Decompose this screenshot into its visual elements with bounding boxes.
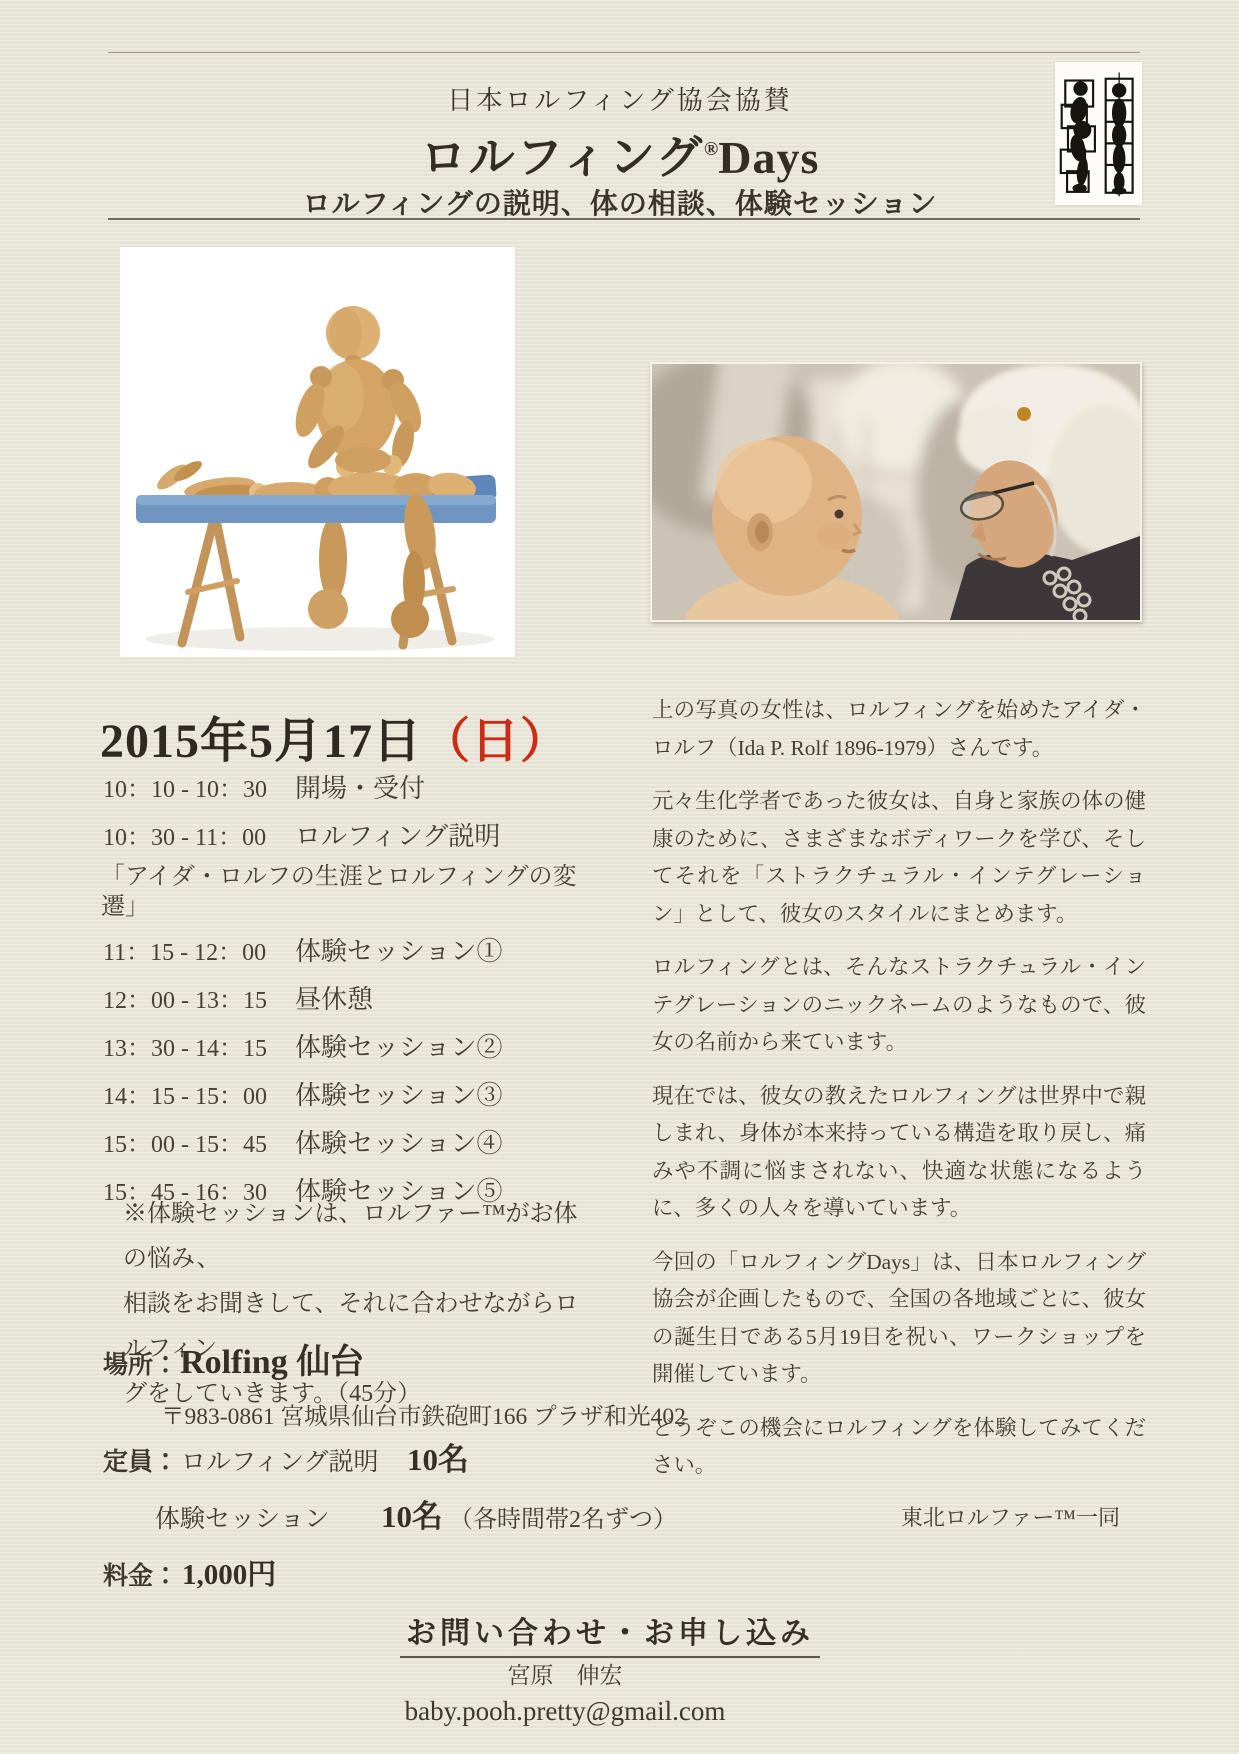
event-weekday: （日） bbox=[422, 715, 570, 768]
schedule-activity: 昼休憩 bbox=[295, 985, 374, 1014]
schedule-time: 14：15 - 15：00 bbox=[103, 1084, 267, 1110]
fee-label: 料金： bbox=[103, 1562, 179, 1590]
event-date: 2015年5月17日 bbox=[100, 715, 423, 768]
venue-section bbox=[103, 1334, 686, 1431]
signature: 東北ロルファー™一同 bbox=[900, 1504, 1120, 1530]
schedule-time: 13：30 - 14：15 bbox=[103, 1036, 267, 1062]
schedule-time: 11：15 - 12：00 bbox=[103, 940, 267, 966]
footnote-line: 相談をお聞きして、それに合わせながらロルフィン bbox=[123, 1291, 579, 1362]
event-date-line bbox=[100, 702, 570, 771]
schedule-activity: 体験セッション④ bbox=[295, 1129, 503, 1158]
fee-section bbox=[103, 1552, 276, 1593]
schedule-line bbox=[103, 1079, 583, 1114]
footnote-line: ※体験セッションは、ロルファー™がお体の悩み、 bbox=[123, 1201, 578, 1272]
schedule-activity: ロルフィング説明 bbox=[295, 822, 501, 851]
registered-mark: ® bbox=[704, 139, 719, 160]
footnote-line: グをしていきます。（45分） bbox=[123, 1381, 422, 1407]
about-paragraph: ロルフィングとは、そんなストラクチュラル・インテグレーションのニックネームのようなもので、彼女の名前から来ています。 bbox=[652, 955, 1146, 1054]
schedule-line bbox=[103, 1127, 583, 1162]
venue-name: Rolfing 仙台 bbox=[180, 1344, 365, 1381]
schedule-line bbox=[103, 983, 583, 1018]
about-column bbox=[652, 692, 1146, 1532]
capacity-row bbox=[103, 1497, 677, 1540]
schedule-item bbox=[103, 1031, 583, 1066]
top-divider bbox=[108, 52, 1140, 53]
schedule-item bbox=[103, 820, 583, 922]
contact-person: 宮原 伸宏 bbox=[507, 1663, 623, 1688]
schedule-activity: 体験セッション⑤ bbox=[295, 1177, 503, 1206]
fee-value: 1,000円 bbox=[182, 1559, 277, 1591]
header-divider bbox=[108, 218, 1140, 220]
supporter-line: 日本ロルフィング協会協賛 bbox=[447, 86, 793, 115]
about-paragraphs bbox=[652, 692, 1146, 1485]
schedule-item bbox=[103, 772, 583, 807]
about-paragraph: 元々生化学者であった彼女は、自身と家族の体の健康のために、さまざまなボディワークを学び、そしてそれを「ストラクチュラル・インテグレーション」として、彼女のスタイルにまとめます。 bbox=[652, 789, 1146, 926]
title-main: ロルフィング bbox=[420, 132, 705, 183]
contact-details bbox=[0, 1660, 1130, 1730]
schedule-activity: 体験セッション① bbox=[295, 937, 503, 966]
capacity-count: 10名 bbox=[407, 1442, 469, 1477]
about-paragraph: 上の写真の女性は、ロルフィングを始めたアイダ・ロルフ（Ida P. Rolf 1896-1979）さんです。 bbox=[652, 698, 1146, 760]
title-en: Days bbox=[718, 132, 820, 183]
about-paragraph: どうぞこの機会にロルフィングを体験してみてください。 bbox=[652, 1415, 1146, 1477]
schedule-item bbox=[103, 983, 583, 1018]
venue-address: 〒983-0861 宮城県仙台市鉄砲町166 プラザ和光402 bbox=[161, 1404, 686, 1430]
schedule-line bbox=[103, 820, 583, 855]
contact-section bbox=[0, 1608, 1220, 1658]
capacity-section bbox=[103, 1440, 677, 1540]
mannequin-massage-photo bbox=[120, 247, 515, 657]
about-paragraph: 今回の「ロルフィングDays」は、日本ロルフィング協会が企画したもので、全国の各地域ごとに、彼女の誕生日である5月19日を祝い、ワークショップを開催しています。 bbox=[652, 1249, 1146, 1386]
schedule-activity: 体験セッション② bbox=[295, 1033, 503, 1062]
schedule-line bbox=[103, 935, 583, 970]
schedule-item bbox=[103, 1079, 583, 1114]
schedule-time: 10：10 - 10：30 bbox=[103, 777, 267, 803]
capacity-item: ロルフィング説明 bbox=[181, 1449, 379, 1476]
flyer-header bbox=[100, 84, 1140, 222]
schedule-line bbox=[103, 1031, 583, 1066]
page-title bbox=[100, 122, 1140, 186]
capacity-count: 10名 bbox=[381, 1499, 443, 1534]
schedule-time: 15：00 - 15：45 bbox=[103, 1132, 267, 1158]
schedule-line bbox=[103, 772, 583, 807]
schedule-time: 15：45 - 16：30 bbox=[103, 1180, 267, 1206]
schedule-subtitle-note: 「アイダ・ロルフの生涯とロルフィングの変遷」 bbox=[101, 864, 577, 920]
contact-email: baby.pooh.pretty@gmail.com bbox=[404, 1696, 726, 1726]
schedule-time: 10：30 - 11：00 bbox=[103, 825, 267, 851]
about-paragraph: 現在では、彼女の教えたロルフィングは世界中で親しまれ、身体が本来持っている構造を取り戻し、痛みや不調に悩まされない、快適な状態になるように、多くの人々を導いています。 bbox=[652, 1083, 1146, 1220]
capacity-row bbox=[103, 1440, 677, 1483]
ida-rolf-baby-photo bbox=[650, 362, 1142, 622]
capacity-extra: （各時間帯2名ずつ） bbox=[449, 1507, 677, 1533]
contact-heading: お問い合わせ・お申し込み bbox=[400, 1608, 820, 1658]
schedule-list bbox=[103, 772, 583, 1223]
rolfing-logo-icon bbox=[1055, 62, 1142, 205]
capacity-item: 体験セッション bbox=[155, 1506, 330, 1533]
venue-line bbox=[103, 1334, 686, 1383]
schedule-activity: 体験セッション③ bbox=[295, 1081, 503, 1110]
capacity-label: 定員： bbox=[103, 1448, 179, 1476]
schedule-item bbox=[103, 935, 583, 970]
schedule-activity: 開場・受付 bbox=[295, 774, 426, 803]
subtitle: ロルフィングの説明、体の相談、体験セッション bbox=[302, 189, 938, 220]
schedule-item bbox=[103, 1127, 583, 1162]
venue-label: 場所： bbox=[103, 1351, 179, 1379]
schedule-time: 12：00 - 13：15 bbox=[103, 988, 267, 1014]
